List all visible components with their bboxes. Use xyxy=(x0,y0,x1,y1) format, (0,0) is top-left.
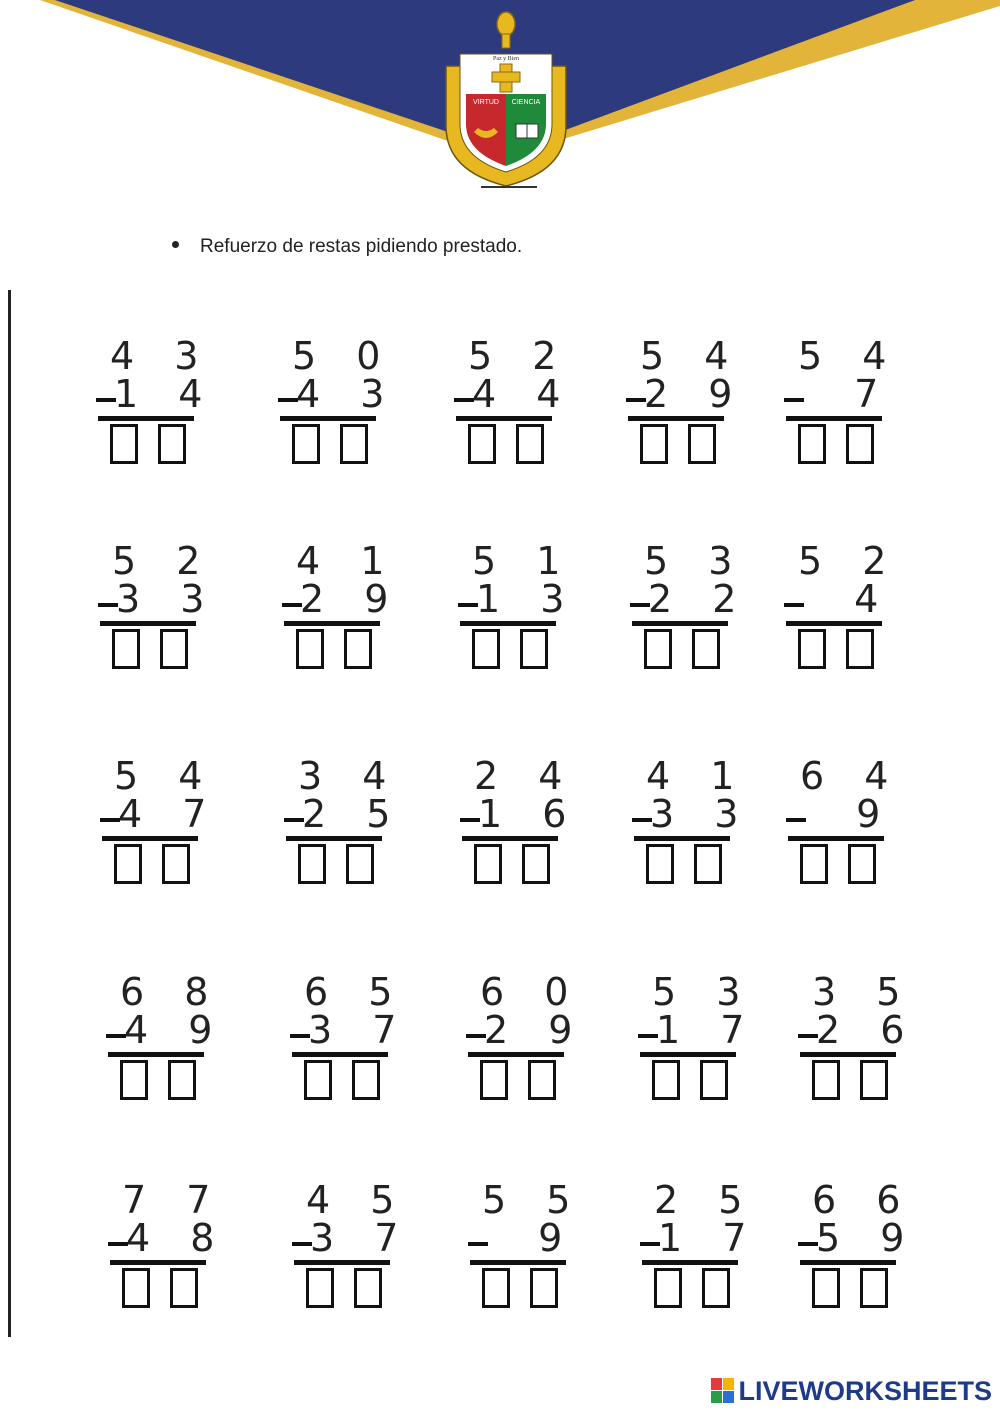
minus-sign-icon xyxy=(108,1242,128,1246)
left-margin-rule xyxy=(8,290,11,1337)
answer-box-units[interactable] xyxy=(352,1060,380,1100)
subtrahend: 2 6 xyxy=(816,1008,919,1052)
minuend: 3 4 xyxy=(298,754,401,798)
subtraction-problem xyxy=(786,742,903,902)
minus-sign-icon xyxy=(640,1242,660,1246)
answer-box-tens[interactable] xyxy=(306,1268,334,1308)
minuend: 6 6 xyxy=(812,1178,915,1222)
minus-sign-icon xyxy=(626,398,646,402)
answer-box-units[interactable] xyxy=(700,1060,728,1100)
answer-box-tens[interactable] xyxy=(122,1268,150,1308)
minuend: 5 3 xyxy=(652,970,755,1014)
subtrahend: 4 9 xyxy=(124,1008,227,1052)
minuend: 5 4 xyxy=(114,754,217,798)
minuend: 5 1 xyxy=(472,539,575,583)
minuend: 6 0 xyxy=(480,970,583,1014)
subtraction-problem xyxy=(468,1166,585,1326)
crest-virtud: VIRTUD xyxy=(473,99,499,106)
subtraction-problem xyxy=(798,958,919,1118)
subtraction-problem xyxy=(106,958,227,1118)
minuend: 4 1 xyxy=(296,539,399,583)
subtrahend: 3 7 xyxy=(308,1008,411,1052)
answer-box-tens[interactable] xyxy=(296,629,324,669)
minus-sign-icon xyxy=(284,818,304,822)
answer-box-tens[interactable] xyxy=(298,844,326,884)
minus-sign-icon xyxy=(96,398,116,402)
answer-box-units[interactable] xyxy=(692,629,720,669)
minus-sign-icon xyxy=(798,1034,818,1038)
subtrahend: 1 7 xyxy=(656,1008,759,1052)
liveworksheets-logo xyxy=(711,1374,992,1408)
minuend: 5 2 xyxy=(112,539,215,583)
minus-sign-icon xyxy=(638,1034,658,1038)
result-bar xyxy=(468,1052,564,1057)
answer-box-tens[interactable] xyxy=(798,424,826,464)
answer-box-units[interactable] xyxy=(158,424,186,464)
subtrahend: 3 3 xyxy=(116,577,219,621)
answer-box-tens[interactable] xyxy=(114,844,142,884)
answer-box-tens[interactable] xyxy=(812,1060,840,1100)
liveworksheets-text: LIVEWORKSHEETS xyxy=(738,1375,992,1406)
minuend: 6 5 xyxy=(304,970,407,1014)
minuend: 5 3 xyxy=(644,539,747,583)
minus-sign-icon xyxy=(292,1242,312,1246)
answer-box-units[interactable] xyxy=(846,424,874,464)
minuend: 5 2 xyxy=(798,539,901,583)
answer-box-units[interactable] xyxy=(346,844,374,884)
bullet-icon xyxy=(172,241,179,248)
result-bar xyxy=(632,621,728,626)
minus-sign-icon xyxy=(282,603,302,607)
result-bar xyxy=(640,1052,736,1057)
subtraction-problem xyxy=(458,527,579,687)
subtraction-problem xyxy=(632,742,753,902)
subtraction-problem xyxy=(630,527,751,687)
result-bar xyxy=(786,416,882,421)
result-bar xyxy=(634,836,730,841)
answer-box-tens[interactable] xyxy=(304,1060,332,1100)
answer-box-units[interactable] xyxy=(340,424,368,464)
minus-sign-icon xyxy=(290,1034,310,1038)
subtrahend: 3 3 xyxy=(650,792,753,836)
instruction-line xyxy=(172,236,522,258)
subtrahend: 2 9 xyxy=(484,1008,587,1052)
result-bar xyxy=(800,1260,896,1265)
subtrahend: 4 3 xyxy=(296,372,399,416)
subtraction-problem xyxy=(282,527,403,687)
answer-box-units[interactable] xyxy=(530,1268,558,1308)
subtraction-problem xyxy=(100,742,221,902)
answer-box-tens[interactable] xyxy=(480,1060,508,1100)
answer-box-units[interactable] xyxy=(162,844,190,884)
minuend: 5 5 xyxy=(482,1178,585,1222)
subtraction-problem xyxy=(640,1166,761,1326)
minuend: 6 8 xyxy=(120,970,223,1014)
crest-ciencia: CIENCIA xyxy=(511,99,541,106)
subtraction-problem xyxy=(798,1166,919,1326)
minus-sign-icon xyxy=(106,1034,126,1038)
answer-box-tens[interactable] xyxy=(640,424,668,464)
result-bar xyxy=(462,836,558,841)
instruction-text: Refuerzo de restas pidiendo prestado. xyxy=(200,236,523,257)
answer-box-units[interactable] xyxy=(860,1060,888,1100)
crest-underline xyxy=(481,186,537,188)
minus-sign-icon xyxy=(786,818,806,822)
subtraction-problem xyxy=(96,322,217,482)
school-crest-logo xyxy=(436,6,576,191)
answer-box-units[interactable] xyxy=(846,629,874,669)
subtraction-problem xyxy=(626,322,747,482)
subtrahend: 1 6 xyxy=(478,792,581,836)
answer-box-tens[interactable] xyxy=(646,844,674,884)
subtrahend: 4 xyxy=(802,577,893,621)
result-bar xyxy=(786,621,882,626)
minuend: 7 7 xyxy=(122,1178,225,1222)
subtraction-problem xyxy=(292,1166,413,1326)
subtrahend: 5 9 xyxy=(816,1216,919,1260)
result-bar xyxy=(108,1052,204,1057)
answer-box-tens[interactable] xyxy=(110,424,138,464)
minuend: 4 1 xyxy=(646,754,749,798)
subtraction-problem xyxy=(784,527,901,687)
minuend: 5 4 xyxy=(798,334,901,378)
subtraction-problem xyxy=(466,958,587,1118)
subtrahend: 1 4 xyxy=(114,372,217,416)
answer-box-tens[interactable] xyxy=(654,1268,682,1308)
subtrahend: 9 xyxy=(486,1216,577,1260)
minus-sign-icon xyxy=(98,603,118,607)
minus-sign-icon xyxy=(468,1242,488,1246)
minuend: 3 5 xyxy=(812,970,915,1014)
subtraction-problem xyxy=(98,527,219,687)
subtrahend: 1 7 xyxy=(658,1216,761,1260)
subtrahend: 2 5 xyxy=(302,792,405,836)
result-bar xyxy=(294,1260,390,1265)
answer-box-tens[interactable] xyxy=(474,844,502,884)
liveworksheets-mark-icon xyxy=(711,1378,735,1404)
answer-box-tens[interactable] xyxy=(472,629,500,669)
answer-box-units[interactable] xyxy=(702,1268,730,1308)
minuend: 2 4 xyxy=(474,754,577,798)
minus-sign-icon xyxy=(100,818,120,822)
answer-box-tens[interactable] xyxy=(468,424,496,464)
subtrahend: 2 9 xyxy=(644,372,747,416)
result-bar xyxy=(628,416,724,421)
minuend: 5 2 xyxy=(468,334,571,378)
answer-box-tens[interactable] xyxy=(292,424,320,464)
answer-box-tens[interactable] xyxy=(482,1268,510,1308)
result-bar xyxy=(284,621,380,626)
minus-sign-icon xyxy=(632,818,652,822)
minuend: 5 0 xyxy=(292,334,395,378)
minus-sign-icon xyxy=(630,603,650,607)
answer-box-tens[interactable] xyxy=(798,629,826,669)
subtraction-problem xyxy=(108,1166,229,1326)
minus-sign-icon xyxy=(784,603,804,607)
subtraction-problem xyxy=(278,322,399,482)
subtrahend: 4 4 xyxy=(472,372,575,416)
result-bar xyxy=(110,1260,206,1265)
minuend: 4 3 xyxy=(110,334,213,378)
answer-box-units[interactable] xyxy=(344,629,372,669)
result-bar xyxy=(470,1260,566,1265)
answer-box-units[interactable] xyxy=(160,629,188,669)
subtraction-problem xyxy=(284,742,405,902)
result-bar xyxy=(456,416,552,421)
answer-box-units[interactable] xyxy=(848,844,876,884)
minus-sign-icon xyxy=(278,398,298,402)
answer-box-units[interactable] xyxy=(520,629,548,669)
minus-sign-icon xyxy=(454,398,474,402)
result-bar xyxy=(292,1052,388,1057)
answer-box-tens[interactable] xyxy=(800,844,828,884)
minuend: 6 4 xyxy=(800,754,903,798)
subtrahend: 3 7 xyxy=(310,1216,413,1260)
subtrahend: 7 xyxy=(802,372,893,416)
minus-sign-icon xyxy=(784,398,804,402)
result-bar xyxy=(800,1052,896,1057)
crest-motto: Paz y Bien xyxy=(493,56,519,62)
answer-box-units[interactable] xyxy=(528,1060,556,1100)
answer-box-units[interactable] xyxy=(688,424,716,464)
answer-box-units[interactable] xyxy=(168,1060,196,1100)
minuend: 4 5 xyxy=(306,1178,409,1222)
result-bar xyxy=(102,836,198,841)
result-bar xyxy=(642,1260,738,1265)
result-bar xyxy=(286,836,382,841)
subtrahend: 4 8 xyxy=(126,1216,229,1260)
minuend: 5 4 xyxy=(640,334,743,378)
subtrahend: 4 7 xyxy=(118,792,221,836)
result-bar xyxy=(98,416,194,421)
answer-box-units[interactable] xyxy=(516,424,544,464)
minus-sign-icon xyxy=(798,1242,818,1246)
result-bar xyxy=(460,621,556,626)
minus-sign-icon xyxy=(458,603,478,607)
result-bar xyxy=(280,416,376,421)
minus-sign-icon xyxy=(466,1034,486,1038)
subtraction-problem xyxy=(460,742,581,902)
answer-box-units[interactable] xyxy=(170,1268,198,1308)
answer-box-tens[interactable] xyxy=(112,629,140,669)
subtraction-problem xyxy=(784,322,901,482)
minus-sign-icon xyxy=(460,818,480,822)
answer-box-units[interactable] xyxy=(522,844,550,884)
subtrahend: 9 xyxy=(804,792,895,836)
result-bar xyxy=(788,836,884,841)
minuend: 2 5 xyxy=(654,1178,757,1222)
subtrahend: 2 2 xyxy=(648,577,751,621)
answer-box-tens[interactable] xyxy=(652,1060,680,1100)
answer-box-units[interactable] xyxy=(694,844,722,884)
subtrahend: 2 9 xyxy=(300,577,403,621)
subtraction-problem xyxy=(454,322,575,482)
subtraction-problem xyxy=(290,958,411,1118)
answer-box-units[interactable] xyxy=(354,1268,382,1308)
result-bar xyxy=(100,621,196,626)
answer-box-units[interactable] xyxy=(860,1268,888,1308)
answer-box-tens[interactable] xyxy=(644,629,672,669)
answer-box-tens[interactable] xyxy=(812,1268,840,1308)
answer-box-tens[interactable] xyxy=(120,1060,148,1100)
subtraction-problem xyxy=(638,958,759,1118)
subtrahend: 1 3 xyxy=(476,577,579,621)
